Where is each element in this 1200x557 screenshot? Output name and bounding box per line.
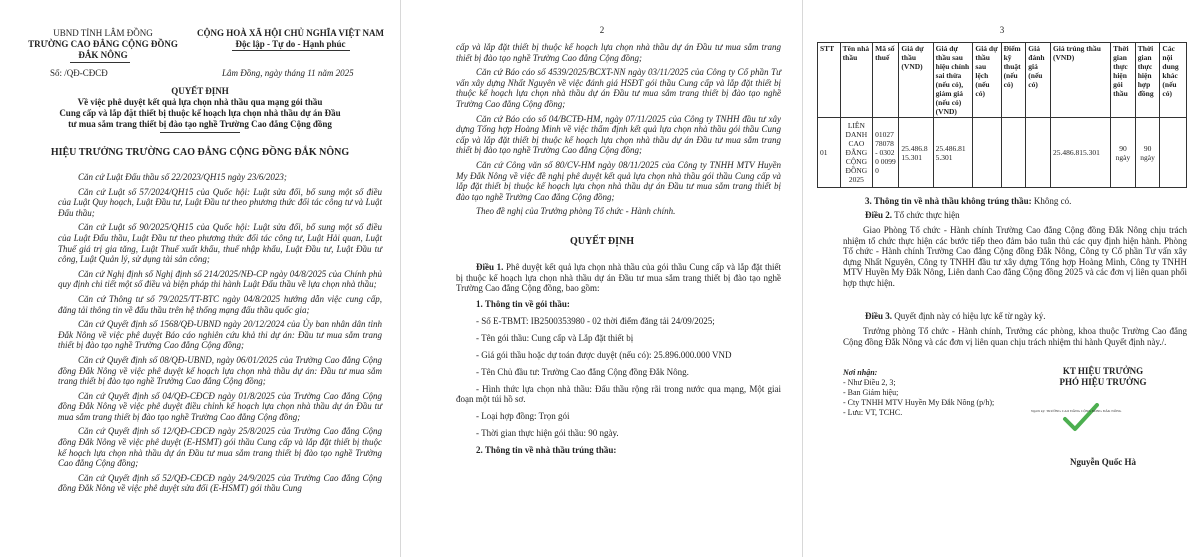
checkmark-icon bbox=[1061, 403, 1101, 433]
basis-paragraph: Căn cứ Luật Đấu thầu số 22/2023/QH15 ngày 23/6/2023; bbox=[78, 172, 287, 182]
org-line-1: UBND TỈNH LÂM ĐỒNG bbox=[53, 28, 153, 38]
recipient-item: - Như Điều 2, 3; bbox=[843, 378, 896, 387]
basis-paragraph: Căn cứ Quyết định số 04/QĐ-CĐCĐ ngày 01/8/2025 của Trường Cao đẳng Cộng đồng Đắk Nông về việc phê duyệt điều chỉnh kế hoạch lựa chọn nhà thầu dự án Đầu tư mua sắm trang thiết bị đào tạo nghề Trường Cao đẳng Cộng đồng; bbox=[58, 390, 382, 422]
article-1-body: Phê duyệt kết quả lựa chọn nhà thầu của gói thầu Cung cấp và lắp đặt thiết bị thuộc kế hoạch lựa chọn nhà thầu dự án Đầu tư mua sắm trang thiết bị đào tạo nghề Trường Cao đẳng Cộng đồng, bao gồm: bbox=[456, 262, 781, 294]
sign-role-1: KT HIỆU TRƯỞNG bbox=[1062, 366, 1144, 376]
subject-line-1: Về việc phê duyệt kết quả lựa chọn nhà thầu qua mạng gói thầu bbox=[77, 97, 323, 107]
basis-paragraph: Căn cứ Quyết định số 12/QĐ-CĐCĐ ngày 25/8/2025 của Trường Cao đẳng Cộng đồng Đắk Nông về việc phê duyệt (E-HSMT) gói thầu Cung cấp và lắp đặt thiết bị thuộc kế hoạch lựa chọn nhà thầu dự án Đầu tư mua sắm trang thiết bị đào tạo nghề Trường Cao đẳng Cộng đồng; bbox=[58, 426, 382, 469]
col-header: Giá dự thầu sau hiệu chỉnh sai thừa (nếu có), giảm giá (nếu có) (VND) bbox=[933, 43, 973, 118]
package-info-item: - Loại hợp đồng: Trọn gói bbox=[476, 410, 570, 421]
recipients-title: Nơi nhận: bbox=[843, 368, 878, 377]
section-2-heading: 2. Thông tin về nhà thầu trúng thầu: bbox=[476, 444, 617, 455]
authority-heading: HIỆU TRƯỞNG TRƯỜNG CAO ĐẲNG CỘNG ĐỒNG ĐẮK NÔNG bbox=[50, 147, 350, 158]
col-header: Tên nhà thầu bbox=[840, 43, 872, 118]
basis-paragraph: Căn cứ Luật số 57/2024/QH15 của Quốc hội: Luật sửa đổi, bổ sung một số điều của Luật Quy hoạch, Luật Đầu tư, Luật Đầu tư theo phương thức đối tác công tư và Luật Đấu thầu; bbox=[58, 186, 382, 218]
article-3-label: Điều 3. bbox=[865, 311, 892, 321]
cell-contract-duration: 90 ngày bbox=[1135, 118, 1160, 188]
col-header: Giá dự thầu (VND) bbox=[899, 43, 933, 118]
col-header: Các nội dung khác (nếu có) bbox=[1160, 43, 1187, 118]
col-header: Thời gian thực hiện hợp đồng bbox=[1135, 43, 1160, 118]
subject-underline bbox=[160, 132, 240, 133]
org-underline bbox=[70, 62, 130, 63]
cell-winning-price: 25.486.815.301 bbox=[1050, 118, 1110, 188]
article-2 bbox=[843, 210, 1187, 289]
article-2-label: Điều 2. bbox=[865, 210, 892, 220]
doc-number: Số: /QĐ-CĐCĐ bbox=[50, 68, 108, 78]
document-page-1 bbox=[0, 0, 400, 557]
col-header: Điểm kỹ thuật (nếu có) bbox=[1001, 43, 1026, 118]
article-3 bbox=[843, 311, 1187, 347]
recipients bbox=[843, 368, 1013, 418]
col-header: Giá dự thầu sau lệch (nếu có) bbox=[973, 43, 1001, 118]
basis-paragraph: Căn cứ Quyết định số 08/QĐ-UBND, ngày 06/01/2025 của Trường Cao đẳng Cộng đồng Đắk Nông về việc phê duyệt kế hoạch lựa chọn nhà thầu dự án: Đầu tư mua sắm trang thiết bị đào tạo nghề Trường Cao đẳng Cộng đồng; bbox=[58, 354, 382, 387]
section-1-heading: 1. Thông tin về gói thầu: bbox=[476, 298, 570, 309]
cell-deviation bbox=[973, 118, 1001, 188]
cell-eval-price bbox=[1026, 118, 1051, 188]
article-2-title: Tổ chức thực hiện bbox=[892, 210, 960, 220]
basis-paragraph: Căn cứ Báo cáo số 4539/2025/BCXT-NN ngày 03/11/2025 của Công ty Cổ phần Tư vấn xây dựng Nhất Nguyên về việc đánh giá HSĐT gói thầu Cung cấp và lắp đặt thiết bị thuộc kế hoạch lựa chọn nhà thầu dự án Đầu tư mua sắm trang thiết bị đào tạo nghề Trường Cao đẳng Cộng đồng; bbox=[456, 67, 781, 109]
table-row bbox=[818, 118, 1187, 188]
digital-signature-stamp bbox=[1031, 397, 1151, 447]
article-1 bbox=[456, 262, 781, 456]
cell-bidder-name: LIÊN DANH CAO ĐẲNG CỘNG ĐỒNG 2025 bbox=[840, 118, 872, 188]
basis-paragraph: Căn cứ Quyết định số 1568/QĐ-UBND ngày 20/12/2024 của Ủy ban nhân dân tỉnh Đắk Nông về việc phê duyệt Báo cáo nghiên cứu khả thi dự án: Đầu tư mua sắm trang thiết bị đào tạo nghề Trường Cao đẳng Cộng đồng; bbox=[58, 319, 382, 351]
recipient-item: - Ban Giám hiệu; bbox=[843, 388, 899, 397]
package-info-item: - Giá gói thầu hoặc dự toán được duyệt (nếu có): 25.896.000.000 VND bbox=[476, 349, 732, 360]
doc-subject bbox=[30, 97, 370, 130]
basis-paragraph: Căn cứ Nghị định số Nghị định số 214/2025/NĐ-CP ngày 04/8/2025 của Chính phủ quy định chi tiết một số điều và biện pháp thi hành Luật Đấu thầu về lựa chọn nhà thầu; bbox=[58, 268, 382, 290]
package-info-item: - Thời gian thực hiện gói thầu: 90 ngày. bbox=[476, 427, 619, 438]
document-page-2 bbox=[400, 0, 802, 557]
package-info-item: - Số E-TBMT: IB2500353980 - 02 thời điểm đăng tải 24/09/2025; bbox=[476, 315, 715, 326]
sign-role-2: PHÓ HIỆU TRƯỞNG bbox=[1059, 377, 1147, 387]
recipient-item: - Cty TNHH MTV Huyền My Đắk Nông (p/h); bbox=[843, 398, 995, 407]
basis-paragraph: cấp và lắp đặt thiết bị thuộc kế hoạch lựa chọn nhà thầu dự án Đầu tư mua sắm trang thiết bị đào tạo nghề Trường Cao đẳng Cộng đồng; bbox=[456, 42, 781, 63]
basis-paragraph: Căn cứ Luật số 90/2025/QH15 của Quốc hội: Luật sửa đổi, bổ sung một số điều của Luật Đấu thầu, Luật Đầu tư theo phương thức đối tác công tư, Luật Hải quan, Luật Thuế giá trị gia tăng, Luật Thuế xuất khẩu, thuế nhập khẩu, Luật Đầu tư, Luật Đầu tư công, Luật Quản lý, sử dụng tài sản công; bbox=[58, 222, 382, 265]
basis-paragraph: Theo đề nghị của Trưởng phòng Tổ chức - Hành chính. bbox=[476, 206, 676, 217]
date-line: Lâm Đồng, ngày tháng 11 năm 2025 bbox=[222, 68, 354, 78]
col-header: STT bbox=[818, 43, 841, 118]
article-1-text bbox=[456, 262, 781, 294]
cell-tax-code: 0102778078 - 03020 00990 bbox=[873, 118, 899, 188]
article-2-heading bbox=[865, 210, 1187, 221]
motto-underline bbox=[232, 50, 350, 51]
basis-paragraph: Căn cứ Quyết định số 52/QĐ-CĐCĐ ngày 24/9/2025 của Trường Cao đẳng Cộng đồng Đắk Nông về việc phê duyệt sửa đổi (E-HSMT) gói thầu Cung bbox=[58, 472, 382, 494]
cell-bid-price: 25.486.815.301 bbox=[899, 118, 933, 188]
section-3-value: Không có. bbox=[1031, 196, 1072, 206]
article-2-text: Giao Phòng Tổ chức - Hành chính Trường Cao đẳng Cộng đồng Đắk Nông chịu trách nhiệm tổ chức thực hiện các bước tiếp theo đảm bảo tuân thủ các quy định hiện hành. Phòng Tổ chức - Hành chính Trường Cao đẳng Cộng đồng Đắk Nông, Công ty Cổ phần Tư vấn xây dựng Nhất Nguyên, Công ty TNHH đầu tư xây dựng Tổng hợp Hoàng Minh, Công ty TNHH MTV Huyền My Đắk Nông, Liên danh Cao đẳng Cộng đồng 2025 và các đơn vị liên quan phối hợp thực hiện. bbox=[843, 225, 1187, 288]
article-3-body: Quyết định này có hiệu lực kể từ ngày ký. bbox=[892, 311, 1046, 321]
col-header: Giá trúng thầu (VND) bbox=[1050, 43, 1110, 118]
col-header: Mã số thuế bbox=[873, 43, 899, 118]
document-page-3 bbox=[802, 0, 1200, 557]
recipient-item: - Lưu: VT, TCHC. bbox=[843, 408, 903, 417]
basis-paragraph: Căn cứ Thông tư số 79/2025/TT-BTC ngày 04/8/2025 hướng dẫn việc cung cấp, đăng tải thông tin về đấu thầu trên hệ thống mạng đấu thầu quốc gia; bbox=[58, 293, 382, 315]
signer-name: Nguyễn Quốc Hà bbox=[1069, 457, 1136, 467]
cell-other bbox=[1160, 118, 1187, 188]
org-line-2: TRƯỜNG CAO ĐẲNG CỘNG ĐỒNG bbox=[28, 39, 178, 49]
article-1-label: Điều 1. bbox=[476, 262, 504, 272]
cell-adjusted-price: 25.486.815.301 bbox=[933, 118, 973, 188]
page-number: 2 bbox=[599, 25, 605, 35]
page-number: 3 bbox=[999, 25, 1005, 35]
legal-basis-continued bbox=[456, 42, 781, 217]
article-3-heading bbox=[865, 311, 1187, 322]
package-info-item: - Hình thức lựa chọn nhà thầu: Đấu thầu rộng rãi trong nước qua mạng, Một giai đoạn một túi hồ sơ. bbox=[456, 383, 781, 405]
package-info-item: - Tên gói thầu: Cung cấp và Lắp đặt thiết bị bbox=[476, 332, 634, 343]
col-header: Giá đánh giá (nếu có) bbox=[1026, 43, 1051, 118]
winning-bidder-table bbox=[817, 42, 1187, 188]
basis-paragraph: Căn cứ Báo cáo số 04/BCTĐ-HM, ngày 07/11/2025 của Công ty TNHH đầu tư xây dựng Tổng hợp Hoàng Minh về việc thẩm định kết quả lựa chọn nhà thầu gói thầu Cung cấp và lắp đặt thiết bị thuộc kế hoạch lựa chọn nhà thầu dự án Đầu tư mua sắm trang thiết bị đào tạo nghề Trường Cao đẳng Cộng đồng; bbox=[456, 113, 781, 156]
cell-package-duration: 90 ngày bbox=[1111, 118, 1136, 188]
legal-basis-list bbox=[58, 172, 382, 494]
country-line-2: Độc lập - Tự do - Hạnh phúc bbox=[235, 39, 346, 49]
col-header: Thời gian thực hiện gói thầu bbox=[1111, 43, 1136, 118]
package-info-item: - Tên Chủ đầu tư: Trường Cao đẳng Cộng đồng Đắk Nông. bbox=[476, 366, 689, 377]
stamp-caption: Người ký: TRƯỜNG CAO ĐẲNG CỘNG ĐỒNG ĐẮK NÔNG bbox=[1031, 409, 1122, 413]
table-header-row bbox=[818, 43, 1187, 118]
decision-title: QUYẾT ĐỊNH bbox=[570, 236, 634, 247]
article-3-text: Trưởng phòng Tổ chức - Hành chính, Trưởng các phòng, khoa thuộc Trường Cao đẳng Cộng đồng Đắk Nông và các đơn vị liên quan chịu trách nhiệm thi hành Quyết định này./. bbox=[843, 326, 1187, 347]
subject-line-2: Cung cấp và lắp đặt thiết bị thuộc kế hoạch lựa chọn nhà thầu dự án Đầu bbox=[59, 108, 341, 118]
section-3-heading: 3. Thông tin về nhà thầu không trúng thầu: bbox=[865, 196, 1032, 206]
signature-block bbox=[1018, 366, 1188, 388]
doc-title: QUYẾT ĐỊNH bbox=[171, 86, 229, 96]
cell-tech-score bbox=[1001, 118, 1026, 188]
country-header bbox=[188, 28, 393, 50]
subject-line-3: tư mua sắm trang thiết bị đào tạo nghề Trường Cao đẳng Cộng đồng bbox=[68, 119, 332, 129]
country-line-1: CỘNG HOÀ XÃ HỘI CHỦ NGHĨA VIỆT NAM bbox=[197, 28, 384, 38]
cell-stt: 01 bbox=[818, 118, 841, 188]
section-3 bbox=[865, 196, 1185, 207]
basis-paragraph: Căn cứ Công văn số 80/CV-HM ngày 08/11/2025 của Công ty TNHH MTV Huyền My Đắk Nông về việc đề nghị phê duyệt kết quả lựa chọn nhà thầu gói thầu Cung cấp và lắp đặt thiết bị thuộc kế hoạch lựa chọn nhà thầu dự án Đầu tư mua sắm trang thiết bị đào tạo nghề Trường Cao đẳng Cộng đồng; bbox=[456, 159, 781, 202]
org-line-3: ĐẮK NÔNG bbox=[78, 50, 128, 60]
org-header bbox=[18, 28, 188, 61]
